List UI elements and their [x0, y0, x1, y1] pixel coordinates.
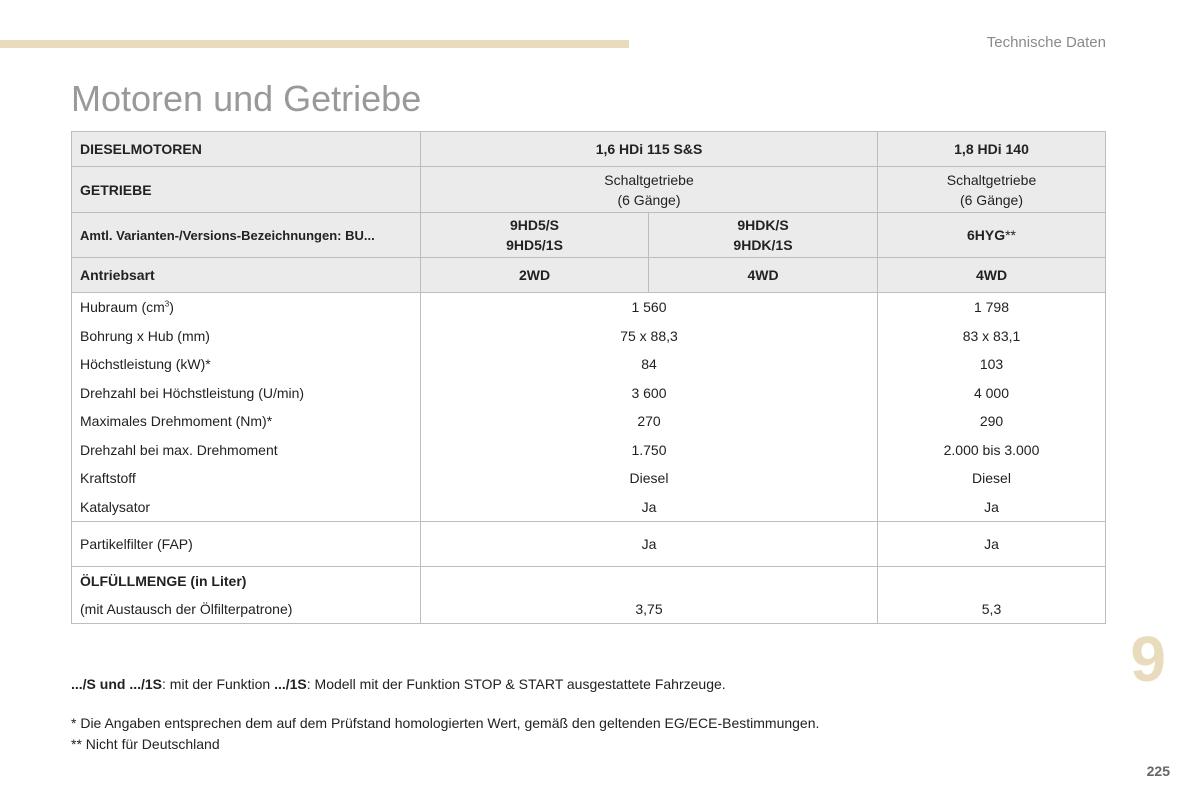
row-label-text: Hubraum (cm: [80, 299, 165, 316]
row-label-tail: ): [169, 299, 174, 316]
footnote-variants-text-2: : Modell mit der Funktion STOP & START ausgestattete Fahrzeuge.: [306, 676, 726, 692]
footnote-variants-bold-2: .../1S: [274, 676, 307, 692]
variant-a1-cell: [421, 213, 649, 258]
chapter-number: 9: [1130, 623, 1166, 695]
table-row: [72, 493, 1106, 522]
value-b: 83 x 83,1: [878, 322, 1106, 351]
oil-label-cell: [72, 567, 421, 624]
getriebe-label: GETRIEBE: [72, 167, 421, 213]
table-row: [72, 407, 1106, 436]
value-b: Ja: [878, 493, 1106, 522]
table-row: [72, 293, 1106, 322]
footnote-homologation: * Die Angaben entsprechen dem auf dem Prüfstand homologierten Wert, gemäß den geltenden EG/ECE-Bestimmungen.: [71, 715, 820, 731]
table-row: [72, 379, 1106, 408]
row-label: Maximales Drehmoment (Nm)*: [72, 407, 421, 436]
footnote-variants-text-1: : mit der Funktion: [162, 676, 275, 692]
row-label: Bohrung x Hub (mm): [72, 322, 421, 351]
value-b: 103: [878, 350, 1106, 379]
variant-b-cell: [878, 213, 1106, 258]
oil-label-heading: ÖLFÜLLMENGE (in Liter): [80, 573, 247, 589]
variant-b-footnote-mark: **: [1005, 227, 1017, 243]
value-b: 1 798: [878, 293, 1106, 322]
row-label: Drehzahl bei Höchstleistung (U/min): [72, 379, 421, 408]
drive-a2: 4WD: [649, 258, 878, 293]
value-a: Ja: [421, 493, 878, 522]
header-row-antriebsart: [72, 258, 1106, 293]
variant-b-code: 6HYG: [966, 227, 1006, 243]
drive-a1: 2WD: [421, 258, 649, 293]
value-b: 290: [878, 407, 1106, 436]
dieselmotoren-label: DIESELMOTOREN: [72, 132, 421, 167]
value-a: 84: [421, 350, 878, 379]
oil-value-b: 5,3: [878, 567, 1106, 624]
antriebsart-label: Antriebsart: [72, 258, 421, 293]
gear-a-line1: Schaltgetriebe: [604, 171, 694, 188]
value-a: 1 560: [421, 293, 878, 322]
footnote-germany: ** Nicht für Deutschland: [71, 736, 220, 752]
page-number: 225: [1146, 763, 1170, 779]
variant-a2-line2: 9HDK/1S: [733, 237, 793, 253]
table-row: [72, 522, 1106, 567]
variant-a1-line1: 9HD5/S: [509, 217, 560, 233]
row-label-superscript: 3: [164, 299, 170, 309]
engine-b-heading: 1,8 HDi 140: [878, 132, 1106, 167]
section-label: Technische Daten: [986, 34, 1106, 51]
value-a: Ja: [421, 522, 878, 567]
table-row: [72, 350, 1106, 379]
table-row: [72, 464, 1106, 493]
variant-a2-cell: [649, 213, 878, 258]
value-a: 3 600: [421, 379, 878, 408]
top-accent-bar: [0, 40, 629, 48]
value-a: 1.750: [421, 436, 878, 465]
page-title: Motoren und Getriebe: [71, 78, 422, 119]
value-b: 4 000: [878, 379, 1106, 408]
row-label: Höchstleistung (kW)*: [72, 350, 421, 379]
spec-table: [71, 131, 1106, 624]
gear-b-line2: (6 Gänge): [959, 191, 1024, 208]
value-a: 75 x 88,3: [421, 322, 878, 351]
header-row-engines: [72, 132, 1106, 167]
drive-b: 4WD: [878, 258, 1106, 293]
value-b: Ja: [878, 522, 1106, 567]
table-row: [72, 436, 1106, 465]
row-label: [72, 293, 421, 322]
engine-a-heading: 1,6 HDi 115 S&S: [421, 132, 878, 167]
row-label: Katalysator: [72, 493, 421, 522]
variant-a1-line2: 9HD5/1S: [506, 237, 563, 253]
oil-label-sub: (mit Austausch der Ölfilterpatrone): [80, 601, 293, 617]
value-a: 270: [421, 407, 878, 436]
oil-row: [72, 567, 1106, 624]
variant-a2-line1: 9HDK/S: [737, 217, 789, 233]
row-label: Drehzahl bei max. Drehmoment: [72, 436, 421, 465]
oil-value-a: 3,75: [421, 567, 878, 624]
table-row: [72, 322, 1106, 351]
row-label: Partikelfilter (FAP): [72, 522, 421, 567]
value-b: 2.000 bis 3.000: [878, 436, 1106, 465]
gear-b-line1: Schaltgetriebe: [946, 171, 1037, 188]
gear-a-line2: (6 Gänge): [617, 191, 681, 208]
variants-label: Amtl. Varianten-/Versions-Bezeichnungen: BU...: [72, 213, 421, 258]
footnote-variants-bold-1: .../S und .../1S: [71, 676, 163, 692]
footnote-variants: [71, 676, 726, 692]
gear-b-cell: [878, 167, 1106, 213]
gear-a-cell: [421, 167, 878, 213]
value-b: Diesel: [878, 464, 1106, 493]
row-label: Kraftstoff: [72, 464, 421, 493]
value-a: Diesel: [421, 464, 878, 493]
header-row-getriebe: [72, 167, 1106, 213]
header-row-variants: [72, 213, 1106, 258]
